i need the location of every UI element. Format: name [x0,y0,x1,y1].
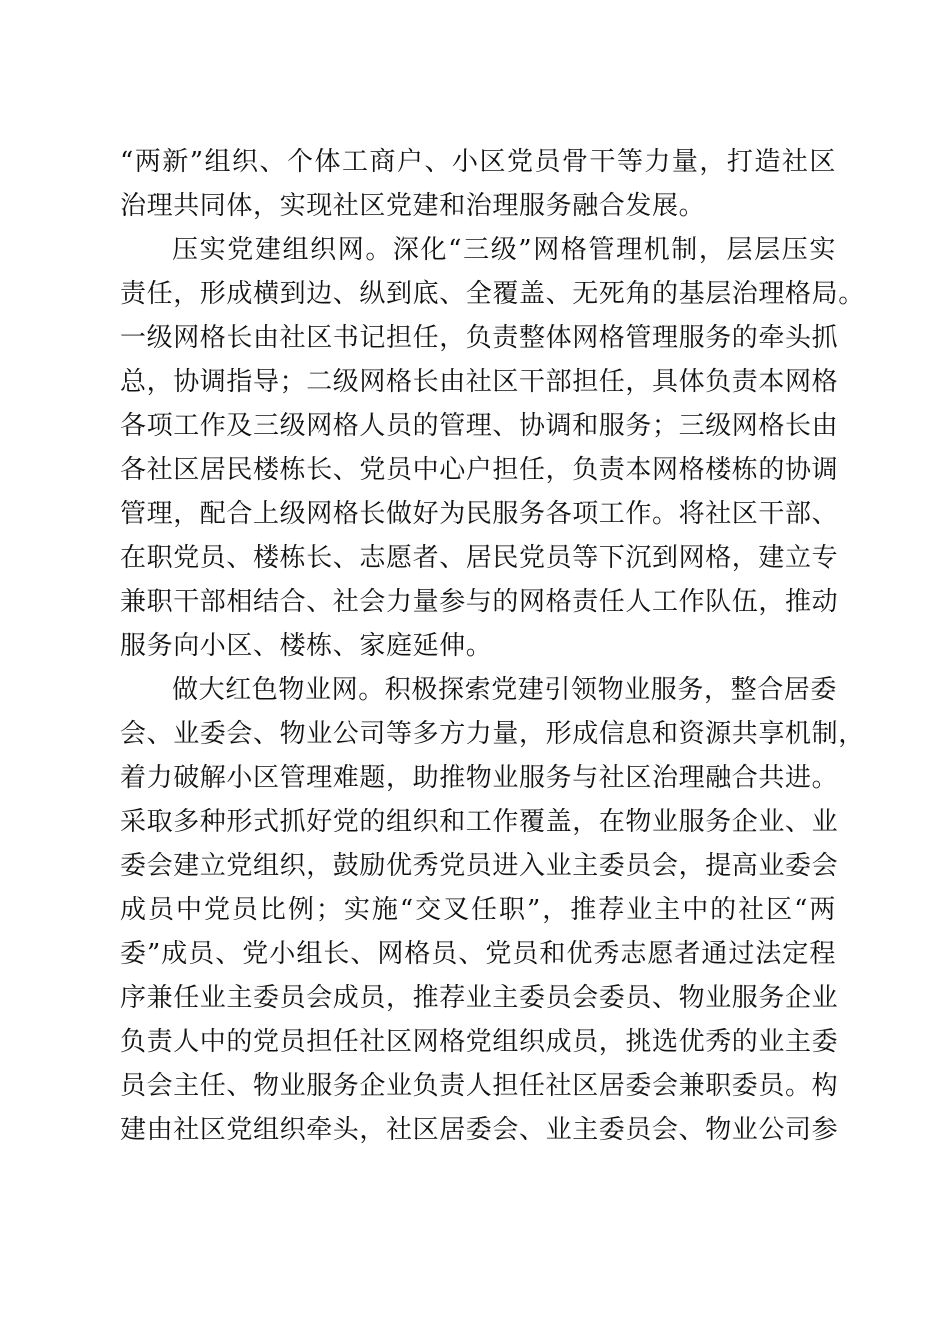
text-line: 兼职干部相结合、社会力量参与的网格责任人工作队伍，推动 [120,587,839,617]
text-line: 建由社区党组织牵头，社区居委会、业主委员会、物业公司参 [120,1115,839,1145]
text-line: 成员中党员比例；实施“交叉任职”，推荐业主中的社区“两 [120,895,836,925]
paragraph-3 [120,668,865,1152]
text-line: 一级网格长由社区书记担任，负责整体网格管理服务的牵头抓 [120,323,839,353]
text-line: 负责人中的党员担任社区网格党组织成员，挑选优秀的业主委 [120,1027,839,1057]
text-line: 着力破解小区管理难题，助推物业服务与社区治理融合共进。 [120,763,839,793]
text-line: 做大红色物业网。积极探索党建引领物业服务，整合居委 [172,675,838,705]
document-body [120,140,865,1152]
text-line: 总，协调指导；二级网格长由社区干部担任，具体负责本网格 [120,367,839,397]
paragraph-1 [120,140,836,228]
text-line: 治理共同体，实现社区党建和治理服务融合发展。 [120,191,706,221]
text-line: 各项工作及三级网格人员的管理、协调和服务；三级网格长由 [120,411,839,441]
text-line: 管理，配合上级网格长做好为民服务各项工作。将社区干部、 [120,499,839,529]
paragraph-2 [120,228,865,668]
text-line: 责任，形成横到边、纵到底、全覆盖、无死角的基层治理格局。 [120,279,865,309]
text-line: 压实党建组织网。深化“三级”网格管理机制，层层压实 [172,235,836,265]
text-line: 会、业委会、物业公司等多方力量，形成信息和资源共享机制， [120,719,865,749]
text-line: 在职党员、楼栋长、志愿者、居民党员等下沉到网格，建立专 [120,543,839,573]
text-line: 各社区居民楼栋长、党员中心户担任，负责本网格楼栋的协调 [120,455,839,485]
text-line: 委会建立党组织，鼓励优秀党员进入业主委员会，提高业委会 [120,851,839,881]
text-line: 服务向小区、楼栋、家庭延伸。 [120,631,493,661]
text-line: “两新”组织、个体工商户、小区党员骨干等力量，打造社区 [120,147,836,177]
text-line: 委”成员、党小组长、网格员、党员和优秀志愿者通过法定程 [120,939,836,969]
text-line: 序兼任业主委员会成员，推荐业主委员会委员、物业服务企业 [120,983,839,1013]
text-line: 采取多种形式抓好党的组织和工作覆盖，在物业服务企业、业 [120,807,839,837]
text-line: 员会主任、物业服务企业负责人担任社区居委会兼职委员。构 [120,1071,839,1101]
